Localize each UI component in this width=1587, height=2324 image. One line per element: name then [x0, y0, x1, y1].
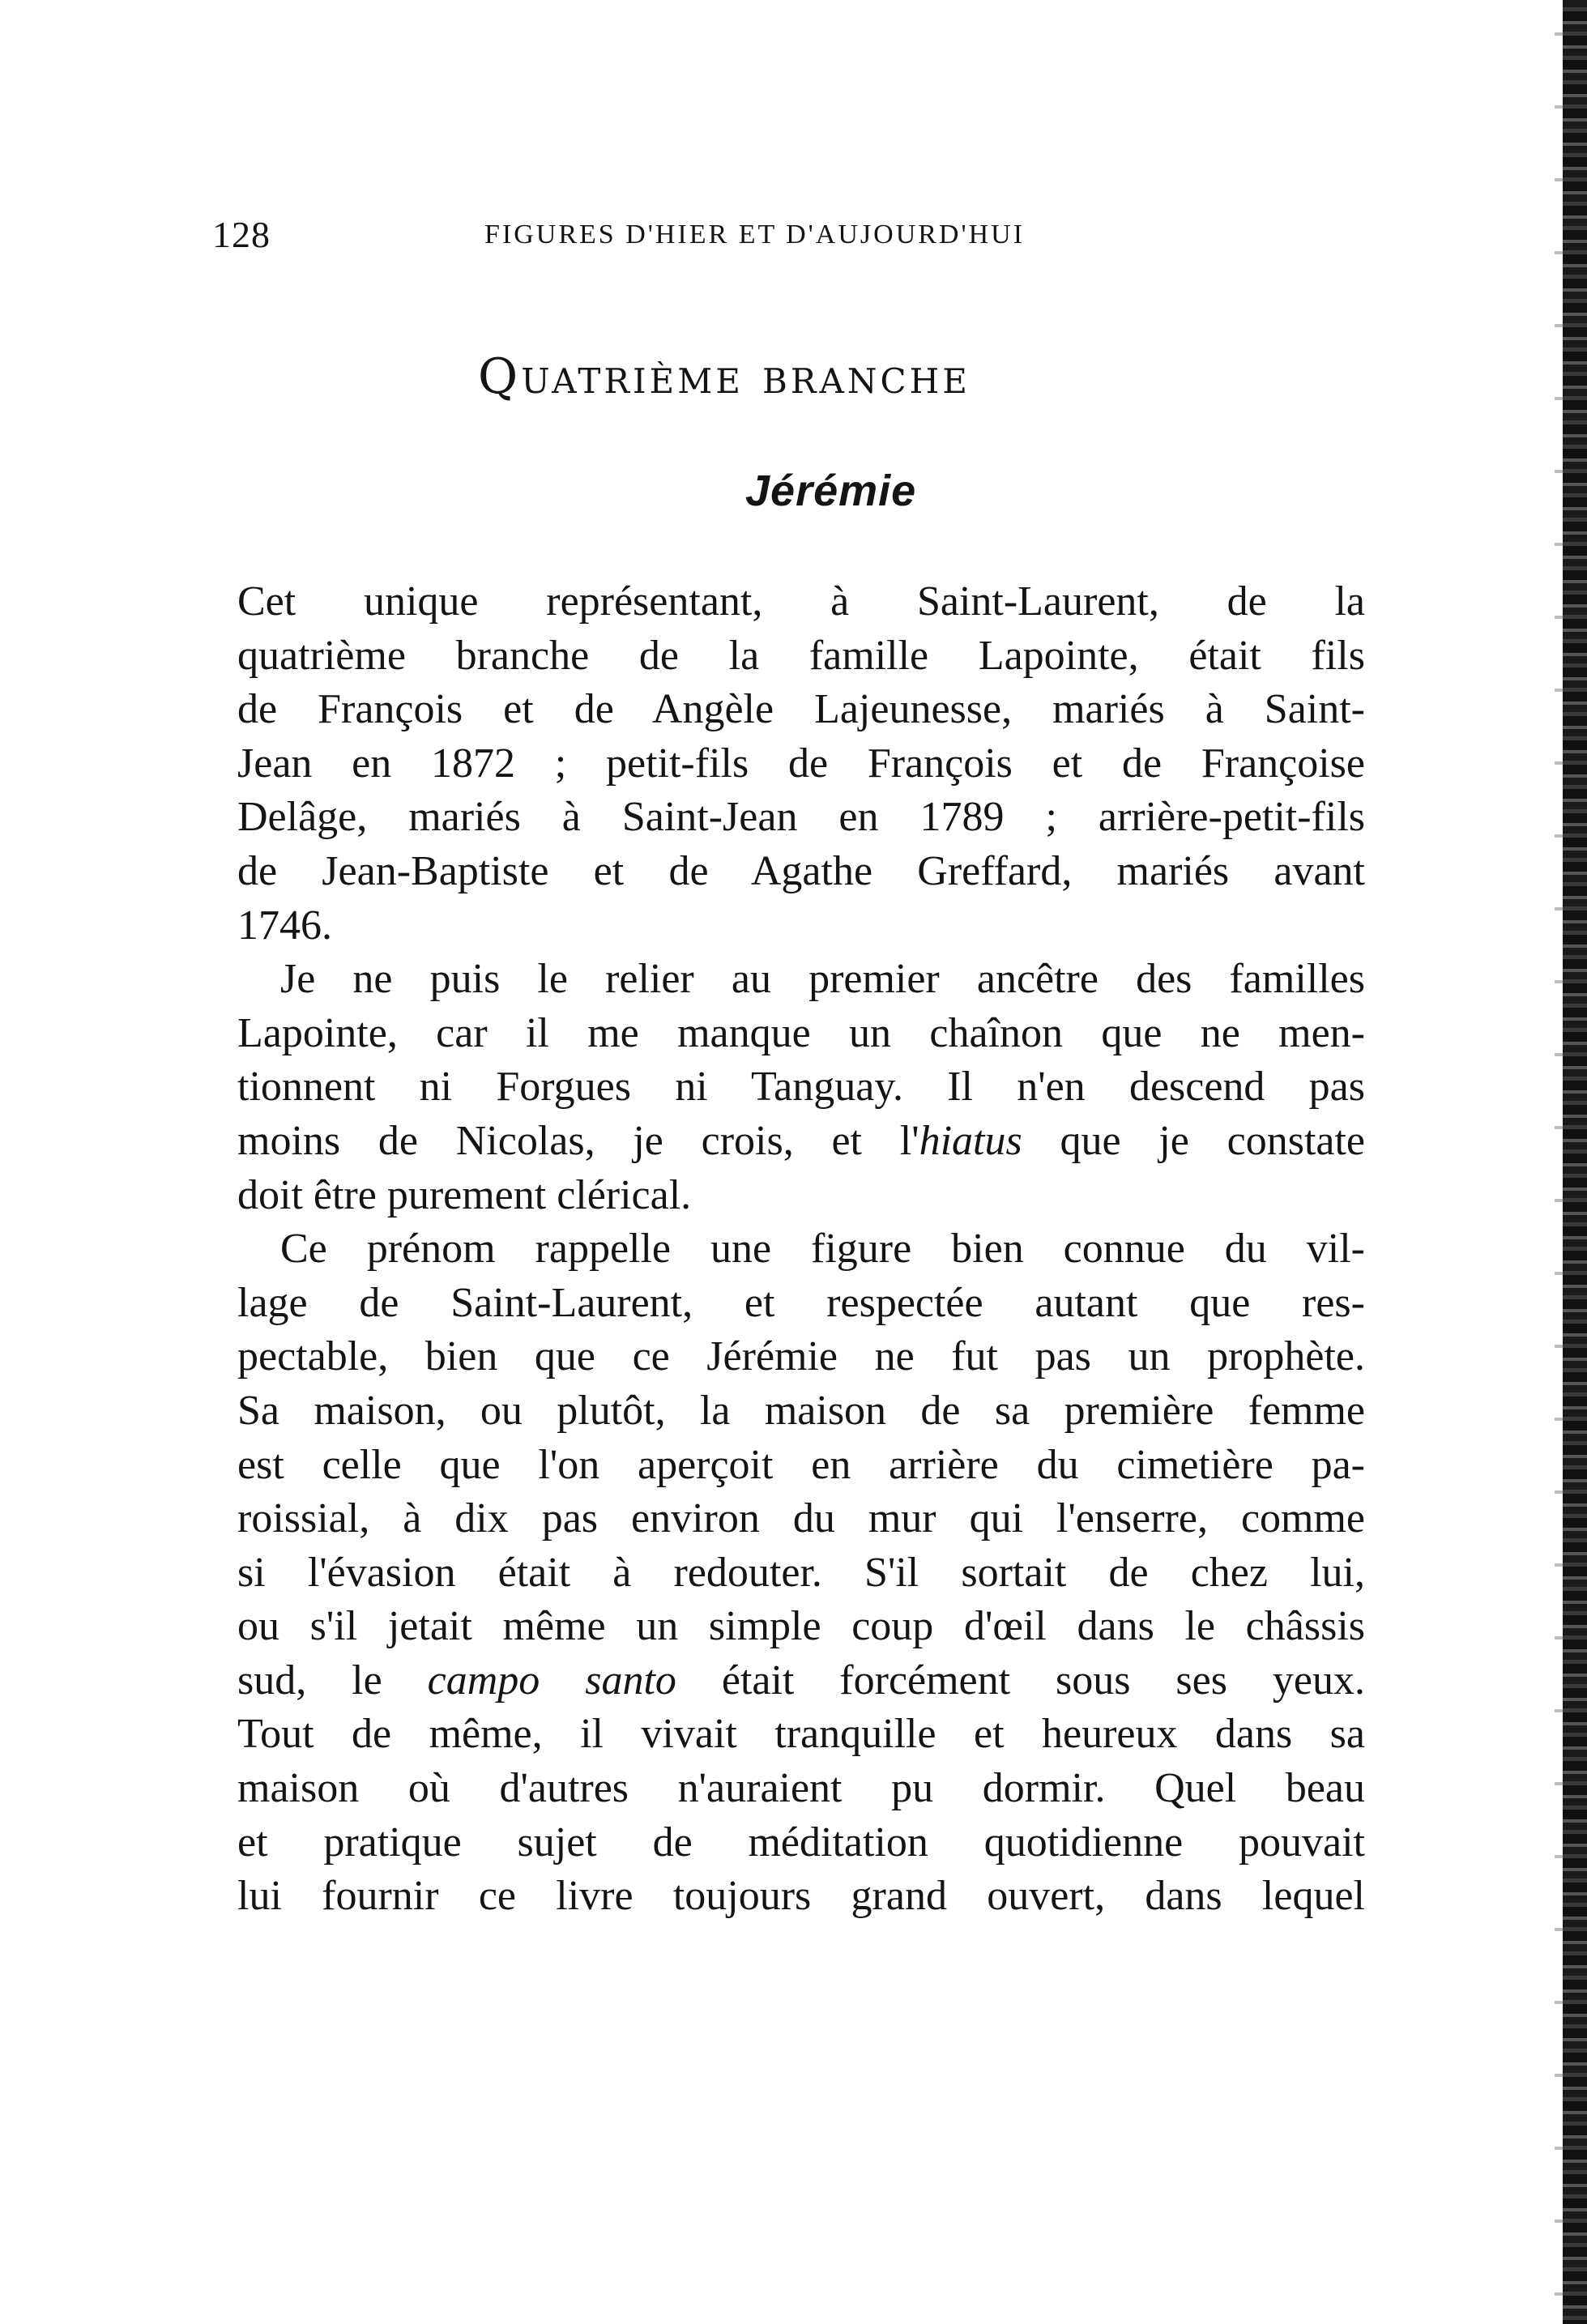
- text-line: roissial, à dix pas environ du mur qui l'enserre, comme: [237, 1495, 1365, 1542]
- text-line: Jean en 1872 ; petit-fils de François et de Françoise: [237, 740, 1365, 787]
- text-line: et pratique sujet de méditation quotidienne pouvait: [237, 1819, 1365, 1866]
- section-heading: Quatrième branche: [478, 348, 971, 405]
- text-line: Cet unique représentant, à Saint-Laurent, de la: [237, 578, 1365, 625]
- body-text: [237, 575, 1365, 1924]
- text-line: Delâge, mariés à Saint-Jean en 1789 ; arrière-petit-fils: [237, 794, 1365, 841]
- text-line: Sa maison, ou plutôt, la maison de sa première femme: [237, 1387, 1365, 1434]
- text-line: 1746.: [237, 902, 332, 949]
- text-line: ou s'il jetait même un simple coup d'œil dans le châssis: [237, 1603, 1365, 1650]
- scan-edge-shadow: [1563, 0, 1587, 2324]
- italic-term: hiatus: [919, 1117, 1022, 1164]
- text-line: Lapointe, car il me manque un chaînon que ne men-: [237, 1009, 1365, 1056]
- text-line: lui fournir ce livre toujours grand ouvert, dans lequel: [237, 1873, 1365, 1920]
- text-line: doit être purement clérical.: [237, 1171, 692, 1218]
- page-number: 128: [212, 214, 271, 255]
- text-line: si l'évasion était à redouter. S'il sortait de chez lui,: [237, 1549, 1365, 1596]
- text-line: quatrième branche de la famille Lapointe, était fils: [237, 632, 1365, 679]
- text-line: de François et de Angèle Lajeunesse, mariés à Saint-: [237, 686, 1365, 733]
- page-header: [212, 213, 1371, 270]
- section-subheading: Jérémie: [745, 467, 917, 515]
- text-line: Je ne puis le relier au premier ancêtre des familles: [280, 956, 1365, 1003]
- text-run: moins de Nicolas, je crois, et l': [237, 1117, 919, 1164]
- text-line-with-italic: [237, 1115, 1365, 1169]
- scan-edge-noise: [1555, 0, 1563, 2324]
- text-line: Tout de même, il vivait tranquille et heureux dans sa: [237, 1711, 1365, 1758]
- text-run: était forcément sous ses yeux.: [676, 1657, 1366, 1704]
- text-line: maison où d'autres n'auraient pu dormir. Quel beau: [237, 1765, 1365, 1812]
- text-line: lage de Saint-Laurent, et respectée autant que res-: [237, 1279, 1365, 1326]
- text-line: pectable, bien que ce Jérémie ne fut pas un prophète.: [237, 1333, 1365, 1380]
- text-line-with-italic: [237, 1654, 1365, 1708]
- text-run: sud, le: [237, 1657, 428, 1704]
- text-line: de Jean-Baptiste et de Agathe Greffard, mariés avant: [237, 847, 1365, 894]
- text-line: est celle que l'on aperçoit en arrière du cimetière pa-: [237, 1441, 1365, 1488]
- text-line: tionnent ni Forgues ni Tanguay. Il n'en descend pas: [237, 1064, 1365, 1111]
- text-run: que je constate: [1022, 1117, 1365, 1164]
- text-line: Ce prénom rappelle une figure bien connue du vil-: [280, 1226, 1365, 1273]
- italic-term: campo santo: [427, 1657, 676, 1704]
- running-head: FIGURES D'HIER ET D'AUJOURD'HUI: [484, 220, 1026, 249]
